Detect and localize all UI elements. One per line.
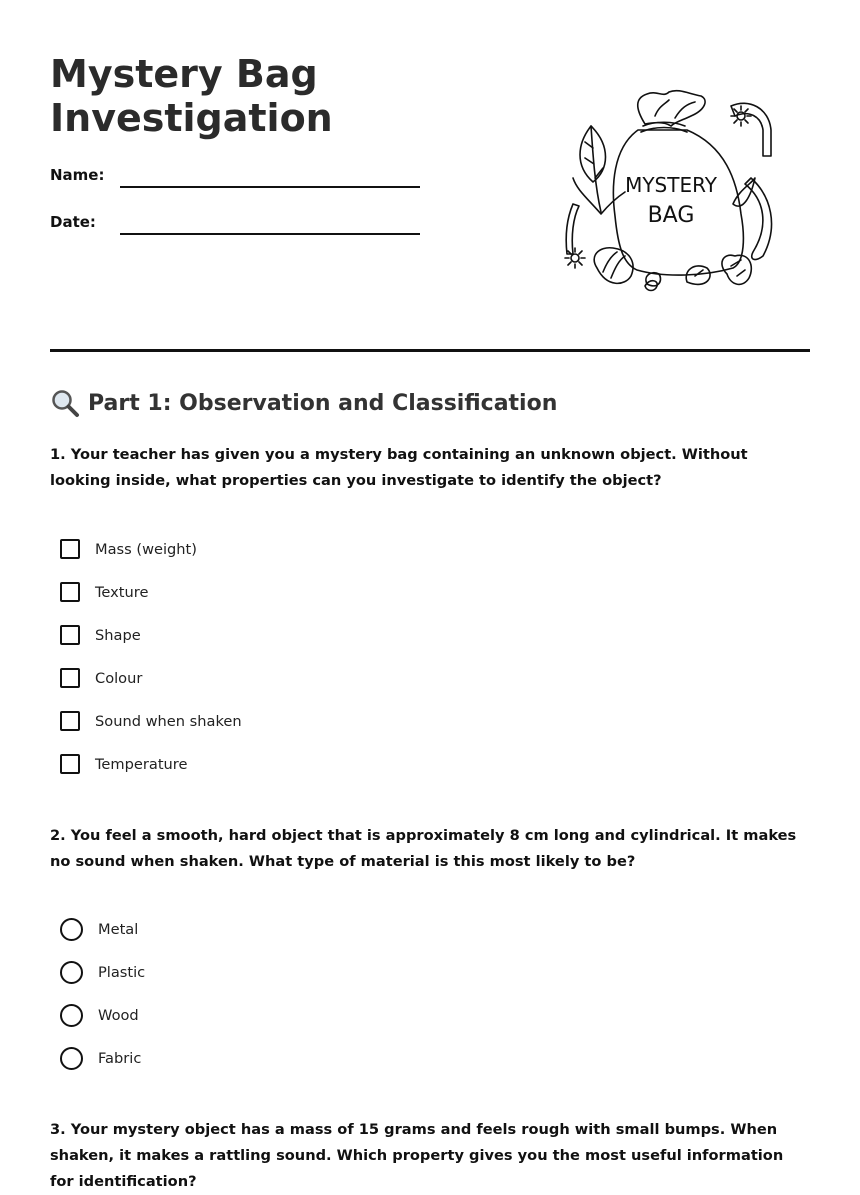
question-2: 2. You feel a smooth, hard object that is approximately 8 cm long and cylindrical. It makes no sound when shaken. What type of material is this most likely to be? [50,827,797,870]
date-field[interactable] [120,233,420,235]
option-label: Colour [95,669,143,687]
date-label: Date: [50,213,96,231]
option-label: Plastic [98,963,146,981]
section-divider [50,349,810,352]
q1-option-mass[interactable] [60,536,197,562]
twig-shape [566,204,579,254]
radio-button[interactable] [60,918,83,941]
q2-option-plastic[interactable] [60,959,145,985]
q2-option-wood[interactable] [60,1002,139,1028]
part-1-heading [50,388,557,418]
checkbox[interactable] [60,625,80,645]
q2-option-metal[interactable] [60,916,138,942]
question-3: 3. Your mystery object has a mass of 15 grams and feels rough with small bumps. When shaken, it makes a rattling sound. Which property gives you the most useful information for identification? [50,1121,784,1190]
option-label: Wood [98,1006,139,1024]
option-label: Texture [95,583,149,601]
option-label: Mass (weight) [95,540,197,558]
q1-option-temperature[interactable] [60,751,187,777]
title-line-1: Mystery Bag [50,52,318,96]
magnifying-glass-icon [50,388,80,418]
option-label: Shape [95,626,141,644]
radio-button[interactable] [60,1004,83,1027]
q2-option-fabric[interactable] [60,1045,141,1071]
flower-shape [571,254,579,262]
title-line-2: Investigation [50,96,333,140]
option-label: Temperature [95,755,188,773]
q1-option-sound[interactable] [60,708,242,734]
bag-label-line-2: BAG [647,203,695,228]
checkbox[interactable] [60,711,80,731]
option-label: Fabric [98,1049,142,1067]
q1-option-shape[interactable] [60,622,141,648]
part-1-heading-text: Part 1: Observation and Classification [88,390,558,416]
name-field[interactable] [120,186,420,188]
question-1: 1. Your teacher has given you a mystery bag containing an unknown object. Without looking inside, what properties can you investigate to identify the object? [50,446,748,489]
worksheet-title [50,52,470,140]
bag-top-ruffle-shape [638,91,705,126]
name-label: Name: [50,166,105,184]
mystery-bag-illustration [555,86,787,298]
checkbox[interactable] [60,582,80,602]
option-label: Metal [98,920,139,938]
checkbox[interactable] [60,539,80,559]
option-label: Sound when shaken [95,712,242,730]
radio-button[interactable] [60,1047,83,1070]
checkbox[interactable] [60,754,80,774]
radio-button[interactable] [60,961,83,984]
q1-option-texture[interactable] [60,579,148,605]
bag-label-line-1: MYSTERY [625,173,717,197]
checkbox[interactable] [60,668,80,688]
horn-shape [745,178,772,259]
q1-option-colour[interactable] [60,665,142,691]
shell-shape [594,248,633,284]
